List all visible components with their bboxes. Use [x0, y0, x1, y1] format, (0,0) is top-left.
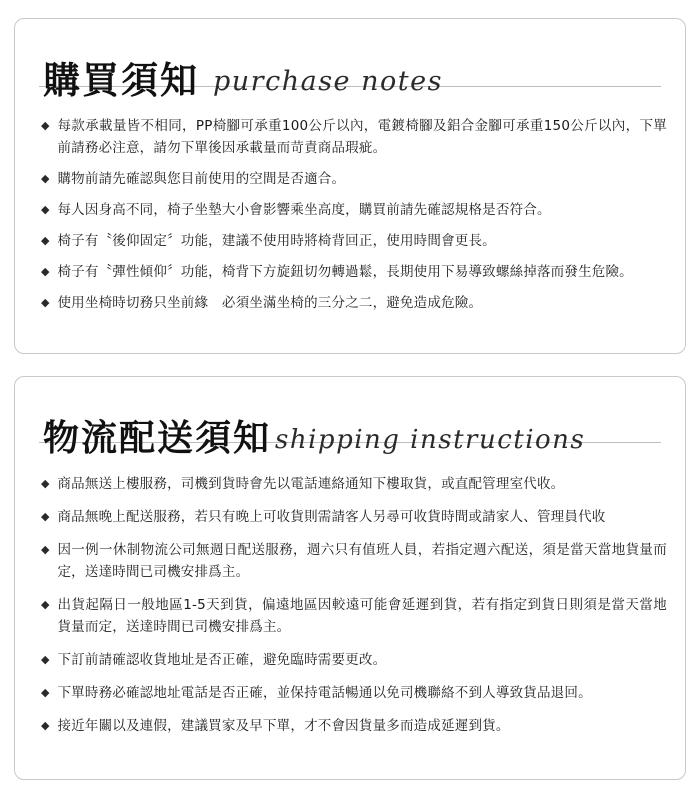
list-item — [33, 715, 667, 737]
list-item-text: 下單時務必確認地址電話是否正確，並保持電話暢通以免司機聯絡不到人導致貨品退回。 — [57, 685, 592, 701]
list-item-text: 椅子有〝彈性傾仰〞功能，椅背下方旋鈕切勿轉過鬆，長期使用下易導致螺絲掉落而發生危險。 — [57, 264, 633, 280]
diamond-bullet-icon: ◆ — [41, 478, 50, 490]
purchase-notes-title-en: purchase notes — [213, 66, 443, 97]
diamond-bullet-icon: ◆ — [41, 654, 50, 666]
diamond-bullet-icon: ◆ — [41, 687, 50, 699]
list-item — [33, 506, 667, 528]
diamond-bullet-icon: ◆ — [41, 266, 50, 278]
shipping-instructions-title-cn: 物流配送須知 — [43, 418, 272, 459]
list-item-text: 商品無送上樓服務，司機到貨時會先以電話連絡通知下樓取貨，或直配管理室代收。 — [57, 476, 565, 492]
list-item — [33, 473, 667, 495]
list-item — [33, 115, 667, 159]
list-item — [33, 261, 667, 283]
list-item-text: 下訂前請確認收貨地址是否正確，避免臨時需要更改。 — [57, 652, 387, 668]
list-item-text: 使用坐椅時切務只坐前緣 必須坐滿坐椅的三分之二，避免造成危險。 — [57, 295, 483, 311]
list-item-text: 商品無晚上配送服務，若只有晚上可收貨則需請客人另尋可收貨時間或請家人、管理員代收 — [57, 509, 606, 525]
diamond-bullet-icon: ◆ — [41, 599, 50, 611]
diamond-bullet-icon: ◆ — [41, 235, 50, 247]
list-item — [33, 682, 667, 704]
list-item-text: 購物前請先確認與您目前使用的空間是否適合。 — [57, 171, 346, 187]
diamond-bullet-icon: ◆ — [41, 720, 50, 732]
purchase-notes-panel — [14, 18, 686, 354]
shipping-instructions-panel — [14, 376, 686, 780]
list-item-text: 每人因身高不同，椅子坐墊大小會影響乘坐高度，購買前請先確認規格是否符合。 — [57, 202, 551, 218]
diamond-bullet-icon: ◆ — [41, 544, 50, 556]
list-item — [33, 649, 667, 671]
purchase-notes-title-cn: 購買須知 — [43, 59, 199, 102]
diamond-bullet-icon: ◆ — [41, 297, 50, 309]
list-item — [33, 230, 667, 252]
list-item — [33, 199, 667, 221]
list-item — [33, 594, 667, 638]
shipping-instructions-heading — [43, 397, 667, 459]
diamond-bullet-icon: ◆ — [41, 204, 50, 216]
list-item-text: 接近年關以及連假，建議買家及早下單，才不會因貨量多而造成延遲到貨。 — [57, 718, 510, 734]
purchase-notes-heading — [43, 39, 667, 101]
purchase-notes-list — [33, 115, 667, 314]
diamond-bullet-icon: ◆ — [41, 120, 50, 132]
list-item — [33, 539, 667, 583]
list-item-text: 因一例一休制物流公司無週日配送服務，週六只有值班人員，若指定週六配送，須是當天當地貨量而定，送達時間已司機安排爲主。 — [57, 542, 667, 580]
diamond-bullet-icon: ◆ — [41, 173, 50, 185]
diamond-bullet-icon: ◆ — [41, 511, 50, 523]
list-item-text: 出貨起隔日一般地區1-5天到貨，偏遠地區因較遠可能會延遲到貨，若有指定到貨日則須是當天當地貨量而定，送達時間已司機安排爲主。 — [57, 597, 667, 635]
list-item — [33, 168, 667, 190]
shipping-instructions-title-en: shipping instructions — [275, 425, 586, 455]
list-item-text: 椅子有〝後仰固定〞功能，建議不使用時將椅背回正，使用時間會更長。 — [57, 233, 496, 249]
shipping-instructions-list — [33, 473, 667, 737]
list-item-text: 每款承載量皆不相同，PP椅腳可承重100公斤以內，電鍍椅腳及鋁合金腳可承重150公斤以內，下單前請務必注意，請勿下單後因承載量而苛責商品瑕疵。 — [57, 118, 667, 156]
list-item — [33, 292, 667, 314]
